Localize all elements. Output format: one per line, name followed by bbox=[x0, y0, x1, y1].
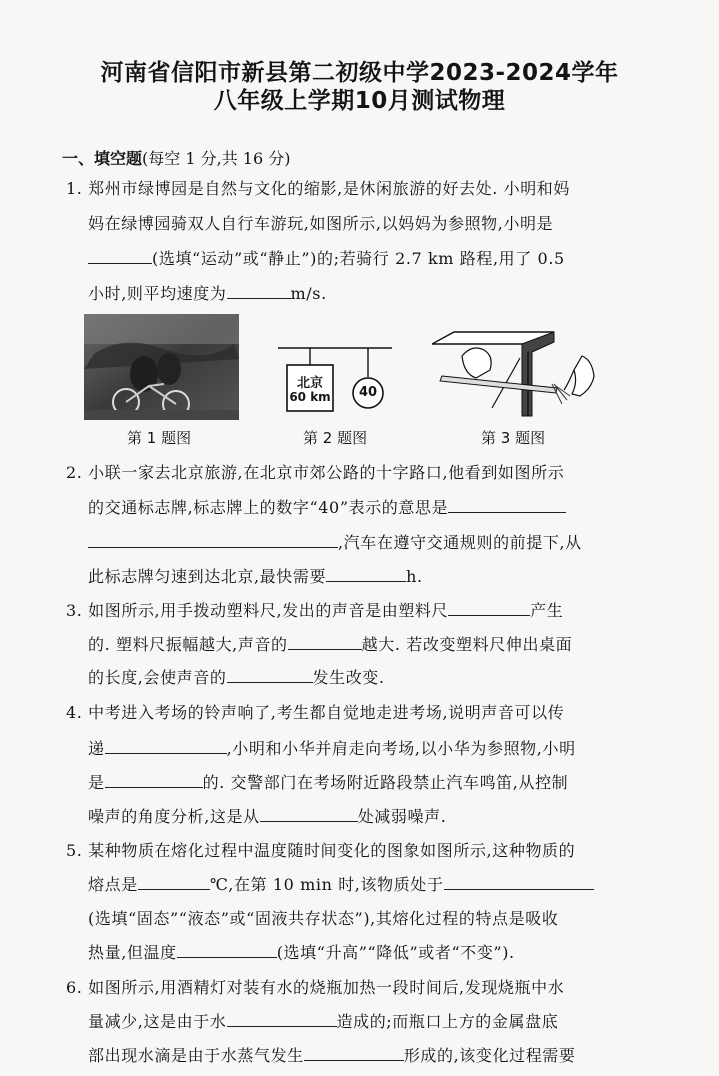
figure3-caption: 第 3 题图 bbox=[481, 429, 546, 447]
q2-line3-text: ,汽车在遵守交通规则的前提下,从 bbox=[338, 533, 582, 552]
q2-line4-text: 此标志牌匀速到达北京,最快需要 bbox=[88, 567, 327, 586]
q4-line4-end: 处减弱噪声. bbox=[357, 807, 447, 826]
q4-line4 bbox=[88, 804, 446, 827]
q6-blank-evaporation[interactable] bbox=[227, 1025, 337, 1027]
q4-line2 bbox=[88, 736, 576, 759]
q3-line1-end: 产生 bbox=[530, 601, 564, 620]
q1-line3 bbox=[88, 246, 565, 269]
q2-line2 bbox=[88, 495, 566, 518]
q5-blank-melting-point[interactable] bbox=[138, 888, 210, 890]
sign-distance-label: 60 km bbox=[289, 390, 331, 404]
q6-line3-end: 形成的,该变化过程需要 bbox=[403, 1046, 576, 1065]
q4-line3-text: 是 bbox=[88, 773, 105, 792]
q4-line4-text: 噪声的角度分析,这是从 bbox=[88, 807, 260, 826]
q3-blank-source[interactable] bbox=[448, 614, 530, 616]
q2-line1: 2. 小联一家去北京旅游,在北京市郊公路的十字路口,他看到如图所示 bbox=[66, 463, 565, 482]
q5-line4-end: (选填“升高”“降低”或者“不变”). bbox=[276, 943, 515, 962]
bicycle-photo-image bbox=[84, 314, 239, 420]
q2-unit: h. bbox=[406, 567, 423, 586]
q5-line2-text: 熔点是 bbox=[88, 875, 138, 894]
q2-blank-meaning-part2[interactable] bbox=[88, 546, 338, 548]
q4-blank-state[interactable] bbox=[105, 786, 203, 788]
q6-line3-text: 部出现水滴是由于水蒸气发生 bbox=[88, 1046, 304, 1065]
figure2-caption: 第 2 题图 bbox=[303, 429, 368, 447]
q1-line1: 1. 郑州市绿博园是自然与文化的缩影,是休闲旅游的好去处. 小明和妈 bbox=[66, 179, 571, 198]
sign-city-label: 北京 bbox=[296, 376, 323, 391]
q2-blank-time[interactable] bbox=[326, 580, 406, 582]
q1-line2: 妈在绿博园骑双人自行车游玩,如图所示,以妈妈为参照物,小明是 bbox=[88, 214, 554, 233]
exam-title-line1: 河南省信阳市新县第二初级中学2023-2024学年 bbox=[100, 60, 619, 86]
figure3-ruler-drawing bbox=[432, 326, 604, 418]
q3-line2-text: 的. 塑料尺振幅越大,声音的 bbox=[88, 635, 288, 654]
q5-line4-text: 热量,但温度 bbox=[88, 943, 177, 962]
q2-line2-text: 的交通标志牌,标志牌上的数字“40”表示的意思是 bbox=[88, 498, 449, 517]
q6-line2-text: 量减少,这是由于水 bbox=[88, 1012, 227, 1031]
q3-blank-loudness[interactable] bbox=[288, 648, 362, 650]
figure1-caption: 第 1 题图 bbox=[127, 429, 192, 447]
q1-line4-text: 小时,则平均速度为 bbox=[88, 284, 227, 303]
q5-line3: (选填“固态”“液态”或“固液共存状态”),其熔化过程的特点是吸收 bbox=[88, 909, 559, 928]
q1-blank-motion-state[interactable] bbox=[88, 262, 152, 264]
section-scoring-note: (每空 1 分,共 16 分) bbox=[142, 149, 291, 168]
q4-line2-end: ,小明和小华并肩走向考场,以小华为参照物,小明 bbox=[226, 739, 576, 758]
section-heading bbox=[62, 146, 290, 169]
q6-line1: 6. 如图所示,用酒精灯对装有水的烧瓶加热一段时间后,发现烧瓶中水 bbox=[66, 978, 565, 997]
q6-line2-end: 造成的;而瓶口上方的金属盘底 bbox=[336, 1012, 559, 1031]
q3-line3-end: 发生改变. bbox=[312, 668, 385, 687]
q4-blank-noise-control[interactable] bbox=[260, 820, 358, 822]
q1-line3-text: (选填“运动”或“静止”)的;若骑行 2.7 km 路程,用了 0.5 bbox=[152, 249, 565, 268]
q3-blank-pitch[interactable] bbox=[227, 681, 313, 683]
q4-blank-information[interactable] bbox=[105, 752, 227, 754]
figure2-traffic-sign bbox=[276, 336, 394, 416]
q4-line3 bbox=[88, 770, 568, 793]
q2-line4 bbox=[88, 564, 423, 587]
q1-unit: m/s. bbox=[290, 284, 327, 303]
q6-line3 bbox=[88, 1043, 576, 1066]
q1-line4 bbox=[88, 281, 327, 304]
ruler-vibration-image bbox=[432, 326, 604, 418]
exam-title-line2: 八年级上学期10月测试物理 bbox=[213, 88, 506, 114]
q1-blank-speed[interactable] bbox=[227, 297, 291, 299]
q3-line1-text: 3. 如图所示,用手拨动塑料尺,发出的声音是由塑料尺 bbox=[66, 601, 449, 620]
q4-line2-text: 递 bbox=[88, 739, 105, 758]
q6-blank-condensation[interactable] bbox=[304, 1059, 404, 1061]
q3-line2 bbox=[88, 632, 572, 655]
q5-blank-state[interactable] bbox=[444, 888, 594, 890]
q5-line1: 5. 某种物质在熔化过程中温度随时间变化的图象如图所示,这种物质的 bbox=[66, 841, 576, 860]
q2-blank-meaning-part1[interactable] bbox=[448, 511, 566, 513]
q4-line3-end: 的. 交警部门在考场附近路段禁止汽车鸣笛,从控制 bbox=[202, 773, 569, 792]
speed-limit-label: 40 bbox=[358, 385, 378, 400]
q3-line2-end: 越大. 若改变塑料尺伸出桌面 bbox=[361, 635, 573, 654]
figure1-bicycle-photo bbox=[84, 314, 239, 420]
section-heading-label: 一、填空题 bbox=[62, 149, 143, 168]
q5-line2-mid: ℃,在第 10 min 时,该物质处于 bbox=[209, 875, 444, 894]
q5-line2 bbox=[88, 872, 594, 895]
q5-line4 bbox=[88, 940, 515, 963]
q2-line3 bbox=[88, 530, 582, 553]
q4-line1: 4. 中考进入考场的铃声响了,考生都自觉地走进考场,说明声音可以传 bbox=[66, 703, 565, 722]
q6-line2 bbox=[88, 1009, 558, 1032]
q3-line1 bbox=[66, 598, 563, 621]
q5-blank-temperature[interactable] bbox=[177, 956, 277, 958]
q3-line3-text: 的长度,会使声音的 bbox=[88, 668, 227, 687]
q3-line3 bbox=[88, 665, 385, 688]
